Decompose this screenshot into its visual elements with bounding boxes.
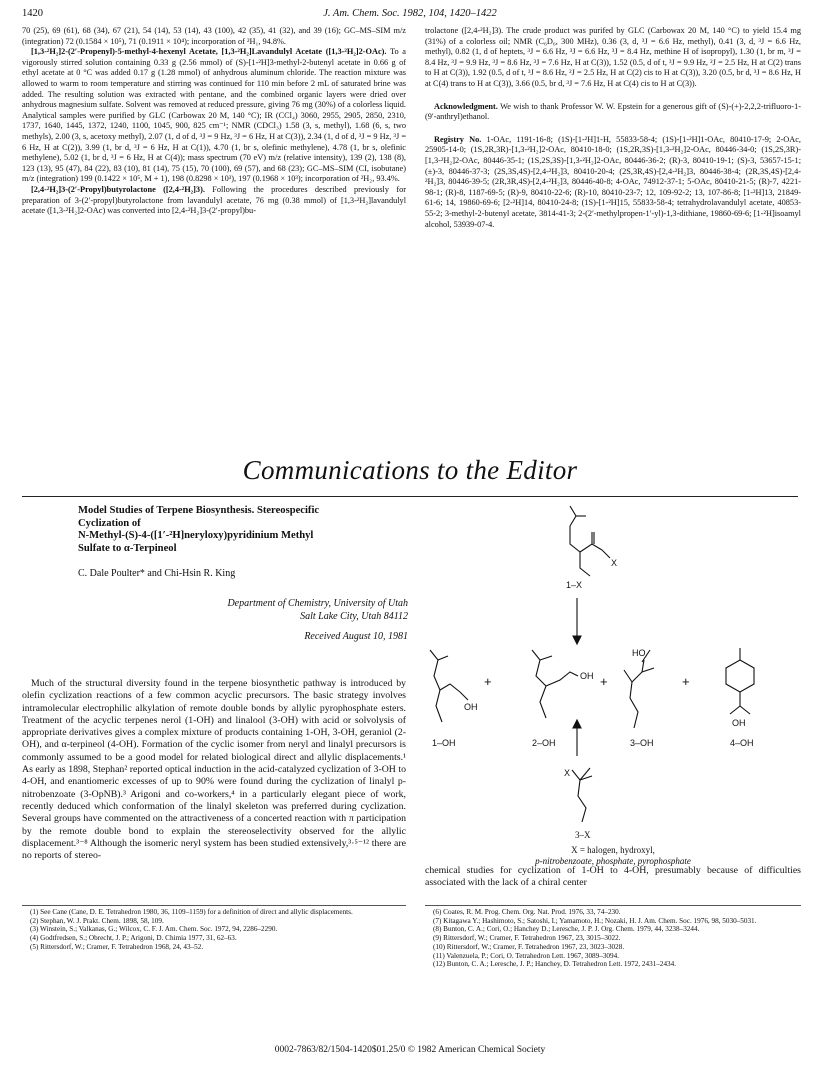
paragraph-text: To a vigorously stirred solution containing 0.33 g (2.56 mmol) of (S)-[1-²H]3-methyl-2-butenyl acetate in 0.66 g of ethyl acetate at 0 °C was added 0.17 g (1.28 mmol) of anhydrous aluminum chloride. The reaction mixture was allowed to warm to room temperature and stirring was continued for 110 min before 2 mL of saturated brine was added. The resulting solution was extracted with pentane, and the combined organic layers were dried over anhydrous magnesium sulfate. Solvent was removed at reduced pressure, giving 76 mg (30%) of a colorless liquid. Analytical samples were purified by GLC (Carbowax 20 M, 140 °C); IR (CCl₄) 3060, 2955, 2905, 2850, 2310, 1737, 1640, 1445, 1372, 1240, 1100, 1045, 900, 825 cm⁻¹; NMR (CDCl₃) 1.58 (3, s, methyl), 1.68 (6, s, two methyls), 2.00 (3, s, acetoxy methyl), 2.07 (1, d of d, ³J = 9 Hz, ³J = 6 Hz, H at C(3)), 2.34 (1, d of d, ³J = 9 Hz, ³J = 6 Hz, H at C(2)), 3.99 (1, br d, ³J = 6 Hz, H at C(1)), 4.70 (1, br s, olefinic methylene), 4.78 (1, br s, olefinic methylene), 5.02 (1, br d, ³J = 6 Hz, H at C(4)); mass spectrum (70 eV) m/z (relative intensity), 139 (2), 138 (8), 123 (13), 95 (47), 84 (22), 83 (10), 81 (14), 75 (15), 70 (100), 69 (57), and 68 (23); GC–MS–SIM (CI, isobutane) m/z (integration) 199 (0.1422 × 10⁵, M + 1), 198 (0.8298 × 10³), 197 (0.1968 × 10³); incorporation of ²H₂, 93.4%. [22,47,406,184]
paragraph [22,185,406,217]
substituent-x: X [564,768,571,778]
registry-heading: Registry No. [434,134,482,144]
label-2oh: 2–OH [532,738,556,748]
registry [425,135,801,230]
footnote: (6) Coates, R. M. Prog. Chem. Org. Nat. Prod. 1976, 33, 74–230. [433,908,621,916]
footnotes-right [425,905,801,969]
page-footer: 0002-7863/82/1504-1420$01.25/0 © 1982 American Chemical Society [274,1045,546,1055]
footnote: (5) Rittersdorf, W.; Cramer, F. Tetrahedron 1968, 24, 43–52. [30,942,204,951]
footnote: (12) Bunton, C. A.; Leresche, J. P.; Hanchey, D. Tetrahedron Lett. 1972, 2431–2434. [433,960,677,969]
scheme-caption [425,830,801,867]
paragraph: Much of the structural diversity found in the terpene biosynthetic pathway is introduced by olefin cyclization reactions of a few common acyclic precursors. The basic strategy involves intramolecular electrophilic alkylation of remote double bonds by allylic pyrophosphate esters. Treatment of the acyclic terpenes nerol (1-OH) and linalool (3-OH) with acid or solvolysis of appropriate derivatives gives a complex mixture of products containing 1-OH, 3-OH, geraniol (2-OH), and α-terpineol (4-OH). Formation of the cyclic isomer from neryl and linalyl precursors is commonly assumed to be a good model for related biological direct and allylic displacements.¹ As early as 1898, Stephan² reported optical induction in the acid-catalyzed cyclization of 3-OH to 4-OH, and enantiomeric excesses of up to 90% were found during the cyclization of linalyl p-nitrobenzoate (3-OpNB).³ Arigoni and co-workers,⁴ in a particularly elegant piece of work, recently deduced which conformation of the linalyl skeleton was preferred during cyclization. Several groups have commented on the attractiveness of a concerted reaction with π participation by the remote double bond to explain the stereoselectivity observed for the allylic displacement.³⁻⁸ Although the isomeric neryl system has been studied extensively,³·⁵⁻¹² there are no reports of stereo- [22,678,406,862]
hydroxyl-2: OH [580,671,594,681]
footnote: (2) Stephan, W. J. Prakt. Chem. 1898, 58, 109. [30,916,164,925]
registry-text: 1-OAc, 1191-16-8; (1S)-[1-²H]1-H, 55833-58-4; (1S)-[1-²H]1-OAc, 80410-17-9; 2-OAc, 25905-14-0; (1S,2R,3R)-[1,3-²H₂]2-OAc, 80410-18-0; (1S,2R,3S)-[1,3-²H₂]2-OAc, 80446-34-0; (1S,2S,3R)-[1,3-²H₂]2-OAc, 80446-35-1; (1S,2S,3S)-[1,3-²H₂]2-OAc, 80446-36-2; (R)-3, 80410-19-1; (S)-3, 53657-15-1; (±)-3, 80446-37-3; (2S,3S,4S)-[2,4-²H₂]3, 80410-20-4; (2S,3R,4S)-[2,4-²H₂]3, 80446-38-4; (2R,3S,4S)-[2,4-²H₂]3, 80446-39-5; (2R,3R,4S)-[2,4-²H₂]3, 80446-40-8; 4-OAc, 74912-37-1; 5-OAc, 80410-21-5; (R)-7, 4221-98-1; (R)-8, 1187-69-5; (R)-9, 80410-22-6; (R)-10, 80410-23-7; 12, 109-92-2; 13, 107-86-8; [1-²H]13, 21849-61-6; 14, 19860-69-6; [2-²H]14, 80410-24-8; (1S)-[1-²H]15, 55833-58-4; tetrahydrolavandulyl acetate, 40853-55-2; 3-methyl-2-butenyl acetate, 3814-41-3; 2-(2′-methylpropen-1′-yl)-1,3-dithiane, 19860-69-6; [1-²H]isoamyl alcohol, 53939-07-4. [425,134,801,229]
acknowledgment-heading: Acknowledgment. [434,101,498,111]
article-title [78,505,398,555]
structure-3x [572,768,592,822]
caption-line: X = halogen, hydroxyl, [571,845,655,855]
label-1oh: 1–OH [432,738,456,748]
hydroxyl-4: OH [732,718,746,728]
structure-4oh [726,648,754,714]
label-4oh: 4–OH [730,738,754,748]
footnote: (4) Godtfredsen, S.; Obrecht, J. P.; Arigoni, D. Chimia 1977, 31, 62–63. [30,934,237,943]
divider [22,496,798,497]
hydroxyl-1: OH [464,702,478,712]
footnote: (7) Kitagawa Y.; Hashimoto, S.; Satoshi, I.; Yamamoto, H.; Nozaki, H. J. Am. Chem. Soc. 1976, 98, 5030–5031. [433,916,757,925]
paragraph: 70 (25), 69 (61), 68 (34), 67 (21), 54 (14), 53 (14), 43 (100), 42 (35), 41 (32), and 39 (16); GC–MS–SIM m/z (integration) 72 (0.1584 × 10⁵), 71 (0.1911 × 10⁴); incorporation of ²H₁, 94.8%. [22,26,406,46]
acknowledgment-text: We wish to thank Professor W. W. Epstein for a generous gift of (S)-(+)-2,2,2-trifluoro-1-(9′-anthryl)ethanol. [425,101,801,122]
authors: C. Dale Poulter* and Chi-Hsin R. King [78,568,236,579]
paragraph-text: Following the procedures described previously for preparation of 3-(2′-propyl)butyrolactone from lavandulyl acetate, 76 mg (0.38 mmol) of [1,3-²H₂]lavandulyl acetate ([1,3-²H₂]2-OAc) was converted into [2,4-²H₂]3-(2′-propyl)bu- [22,184,406,216]
structure-3oh [624,650,654,728]
page-header [22,8,798,24]
page-number: 1420 [22,8,43,19]
structure-1oh [430,650,468,722]
hydroxyl-3: HO [632,648,646,658]
section-banner: Communications to the Editor [242,455,578,485]
title-line: Sulfate to α-Terpineol [78,542,177,554]
affiliation-line: Department of Chemistry, University of Utah [227,598,408,609]
journal-citation: J. Am. Chem. Soc. 1982, 104, 1420–1422 [323,8,497,19]
caption-line: p-nitrobenzoate, phosphate, pyrophosphate [535,856,691,866]
acknowledgment [425,102,801,123]
footnote: (10) Rittersdorf, W.; Cramer, F. Tetrahedron 1967, 23, 3023–3028. [433,942,625,951]
footnote: (9) Rittersdorf, W.; Cramer, F. Tetrahedron 1967, 23, 3015–3022. [433,934,621,943]
affiliation-line: Salt Lake City, Utah 84112 [300,610,408,622]
footnote: (8) Bunton, C. A.; Cori, O.; Hanchey D.; Leresche, J. P. J. Org. Chem. 1979, 44, 3238–3244. [433,925,700,934]
title-line: N-Methyl-(S)-4-([1′-²H]neryloxy)pyridinium Methyl [78,530,314,542]
article-body-right: chemical studies for cyclization of 1-OH to 4-OH, presumably because of difficulties associated with the lack of a chiral center [425,865,801,889]
title-line: Cyclization of [78,517,141,529]
footnote: (1) See Cane (Cane, D. E. Tetrahedron 1980, 36, 1109–1159) for a definition of direct and allylic displacements. [30,908,353,916]
right-column-top [425,26,801,446]
plus-sign: + [484,674,492,689]
arrowhead [573,720,581,728]
label-3oh: 3–OH [630,738,654,748]
plus-sign: + [682,674,690,689]
footnote: (11) Valenzuela, P.; Cori, O. Tetrahedron Lett. 1967, 3089–3094. [433,951,620,960]
reaction-scheme [420,500,810,830]
structure-2oh [532,650,578,718]
substituent-x: X [611,558,618,568]
paragraph-heading: [1,3-²H₂]2-(2′-Propenyl)-5-methyl-4-hexenyl Acetate, [1,3-²H₂]Lavandulyl Acetate ([1,3-²H₂]2-OAc). [31,47,387,57]
plus-sign: + [600,674,608,689]
footnotes-left [22,905,406,952]
paragraph-heading: [2,4-²H₂]3-(2′-Propyl)butyrolactone ([2,4-²H₂]3). [31,184,205,194]
article-body-left [22,678,406,900]
left-column-top [22,26,406,446]
received-date: Received August 10, 1981 [304,631,408,642]
label-1x: 1–X [566,580,583,590]
structure-1x [570,506,610,576]
arrowhead [573,636,581,644]
footnote: (3) Winstein, S.; Valkanas, G.; Wilcox, C. F. J. Am. Chem. Soc. 1972, 94, 2286–2290. [30,925,278,934]
affiliation [78,598,408,644]
paragraph: trolactone ([2,4-²H₂]3). The crude product was purifed by GLC (Carbowax 20 M, 140 °C) to yield 15.4 mg (31%) of a colorless oil; NMR (C₆D₆, 300 MHz), 0.36 (3, d, ³J = 6.6 Hz, methyl), 0.41 (3, d, ³J = 6.6 Hz, methyl), 0.82 (1, d of heptets, ³J = 6.6 Hz, ³J = 6.6 Hz, ³J = 8.4 Hz, methine H of isopropyl), 1.30 (1, br m, ³J = 8.4 Hz, ³J = 9.9 Hz, ³J = 8.6 Hz, ³J = 7.6 Hz, H at C(3)), 1.52 (0.5, d of t, ³J = 9.9 Hz, ²J = 2.5 Hz, H at C(2) trans to H at C(3)), 1.92 (0.5, d of t, ³J = 8.6 Hz, ²J = 2.5 Hz, H at C(2) cis to H at C(3)), 3.20 (0.5, br d, ³J = 8.6 Hz, H at C(4) trans to H at C(3)), 3.66 (0.5, br d, ³J = 7.6 Hz, H at C(4) cis to H at C(3)). [425,26,801,88]
label-3x: 3–X [575,830,591,840]
title-line: Model Studies of Terpene Biosynthesis. Stereospecific [78,505,320,516]
paragraph [22,47,406,185]
